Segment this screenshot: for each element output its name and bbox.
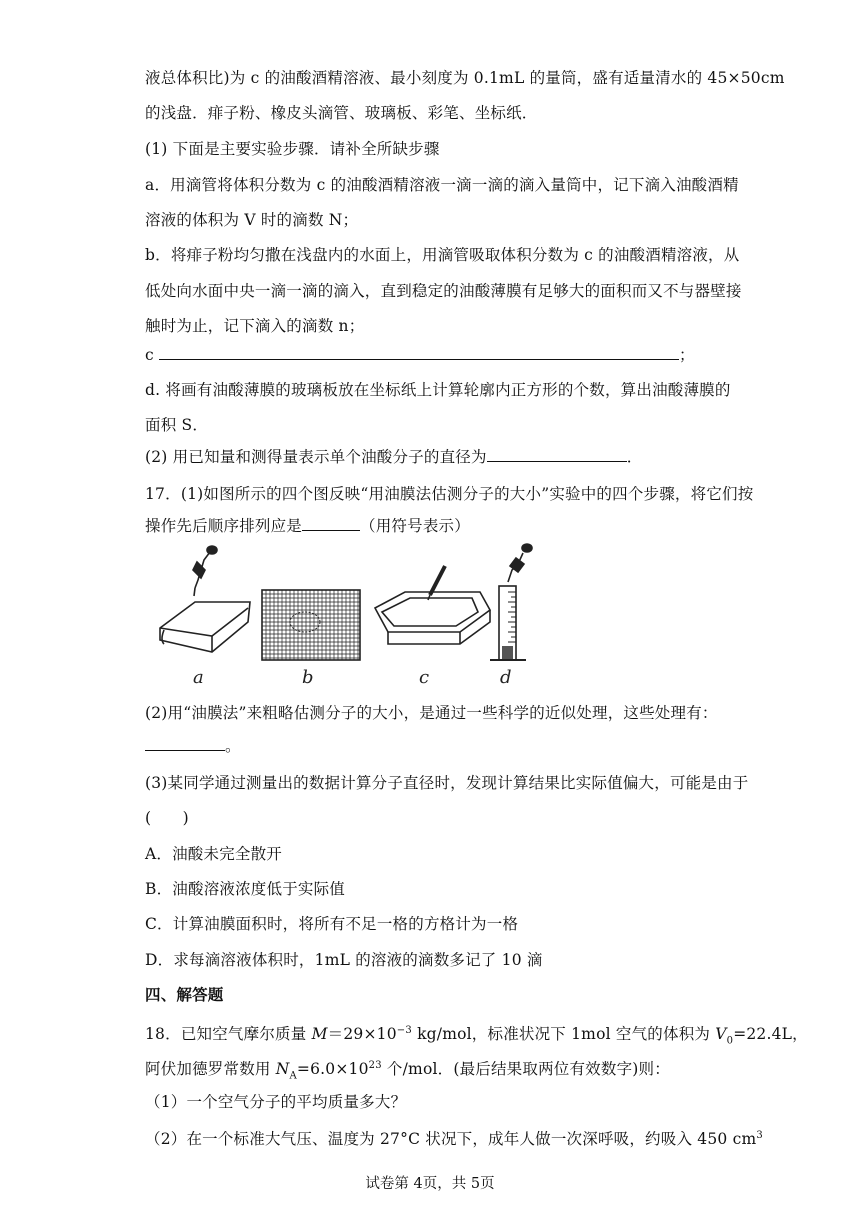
question-17-2: (2)用“油膜法”来粗略估测分子的大小，是通过一些科学的近似处理，这些处理有： [145, 704, 718, 722]
text-line [145, 735, 735, 756]
question-18-1: （1）一个空气分子的平均质量多大？ [145, 1093, 407, 1111]
answer-bracket: ( ) [145, 809, 189, 827]
subscript: A [289, 1070, 297, 1082]
text-span: 18．已知空气摩尔质量 [145, 1025, 312, 1044]
subscript: 0 [726, 1035, 734, 1047]
text-line: 的浅盘．痱子粉、橡皮头滴管、玻璃板、彩笔、坐标纸． [145, 104, 538, 122]
answer-blank[interactable] [159, 344, 679, 360]
text-span: =22.4L， [733, 1025, 808, 1044]
question-text: 操作先后顺序排列应是 [145, 517, 303, 535]
step-b: b．将痱子粉均匀撒在浅盘内的水面上，用滴管吸取体积分数为 c 的油酸酒精溶液，从 [145, 246, 740, 264]
text-span: 个/mol．(最后结果取两位有效数字)则： [381, 1060, 670, 1079]
option-b[interactable]: B．油酸溶液浓度低于实际值 [145, 880, 345, 898]
step-d: d. 将画有油酸薄膜的玻璃板放在坐标纸上计算轮廓内正方形的个数，算出油酸薄膜的 [145, 381, 731, 399]
text-span: kg/mol，标准状况下 1mol 空气的体积为 [411, 1025, 716, 1044]
question-17: 17．(1)如图所示的四个图反映“用油膜法估测分子的大小”实验中的四个步骤，将它们按 [145, 485, 754, 503]
text-line: 面积 S． [145, 416, 209, 434]
text-line [145, 515, 735, 536]
text-line: 低处向水面中央一滴一滴的滴入，直到稳定的油酸薄膜有足够大的面积而又不与器壁接 [145, 282, 742, 300]
text-span: ＝29×10 [327, 1025, 397, 1044]
text-line: 溶液的体积为 V 时的滴数 N； [145, 211, 359, 229]
figure-d-cylinder [490, 544, 532, 660]
option-c[interactable]: C．计算油膜面积时，将所有不足一格的方格计为一格 [145, 915, 519, 933]
figure-label-d: d [500, 667, 512, 688]
figure-label-b: b [302, 667, 314, 688]
symbol-N: N [275, 1060, 290, 1079]
question-17-3: (3)某同学通过测量出的数据计算分子直径时，发现计算结果比实际值偏大，可能是由于 [145, 774, 749, 792]
step-heading: (1) 下面是主要实验步骤．请补全所缺步骤 [145, 140, 440, 158]
page-footer: 试卷第 4页，共 5页 [365, 1176, 495, 1192]
section-heading: 四、解答题 [145, 985, 224, 1004]
question-2 [145, 446, 735, 467]
step-c-label: c [145, 346, 154, 364]
step-a: a．用滴管将体积分数为 c 的油酸酒精溶液一滴一滴的滴入量筒中，记下滴入油酸酒精 [145, 176, 739, 194]
step-c [145, 344, 735, 365]
symbol-V: V [715, 1025, 727, 1044]
exponent: 3 [756, 1130, 763, 1141]
question-18-2 [145, 1126, 763, 1149]
question-text: （用符号表示） [360, 517, 470, 535]
exponent: 23 [368, 1060, 382, 1071]
experiment-figure [150, 540, 730, 690]
answer-blank[interactable] [145, 735, 225, 751]
text-span: 阿伏加德罗常数用 [145, 1060, 276, 1079]
text-span: （2）在一个标准大气压、温度为 27°C 状况下，成年人做一次深呼吸，约吸入 450 cm [145, 1130, 757, 1149]
text-line [145, 1056, 735, 1086]
figure-label-a: a [193, 667, 204, 688]
symbol-M: M [311, 1025, 328, 1044]
punctuation: ； [679, 346, 695, 364]
answer-blank[interactable] [487, 446, 627, 462]
option-d[interactable]: D．求每滴溶液体积时，1mL 的溶液的滴数多记了 10 滴 [145, 951, 543, 969]
exponent: −3 [396, 1025, 412, 1036]
punctuation: 。 [225, 737, 241, 755]
experiment-steps-illustration [150, 540, 730, 690]
figure-c-plate-pen [375, 566, 490, 644]
question-18 [145, 1021, 808, 1051]
punctuation: ． [626, 448, 643, 466]
text-line: 液总体积比)为 c 的油酸酒精溶液、最小刻度为 0.1mL 的量筒，盛有适量清水的 45×50cm [145, 69, 785, 87]
text-span: =6.0×10 [296, 1060, 369, 1079]
figure-b-grid [262, 590, 360, 660]
option-a[interactable]: A．油酸未完全散开 [145, 845, 282, 863]
answer-blank[interactable] [302, 515, 360, 531]
figure-a-tray-dropper [160, 546, 250, 652]
figure-label-c: c [419, 667, 430, 688]
question-text: (2) 用已知量和测得量表示单个油酸分子的直径为 [145, 448, 487, 466]
text-line: 触时为止，记下滴入的滴数 n； [145, 317, 365, 335]
